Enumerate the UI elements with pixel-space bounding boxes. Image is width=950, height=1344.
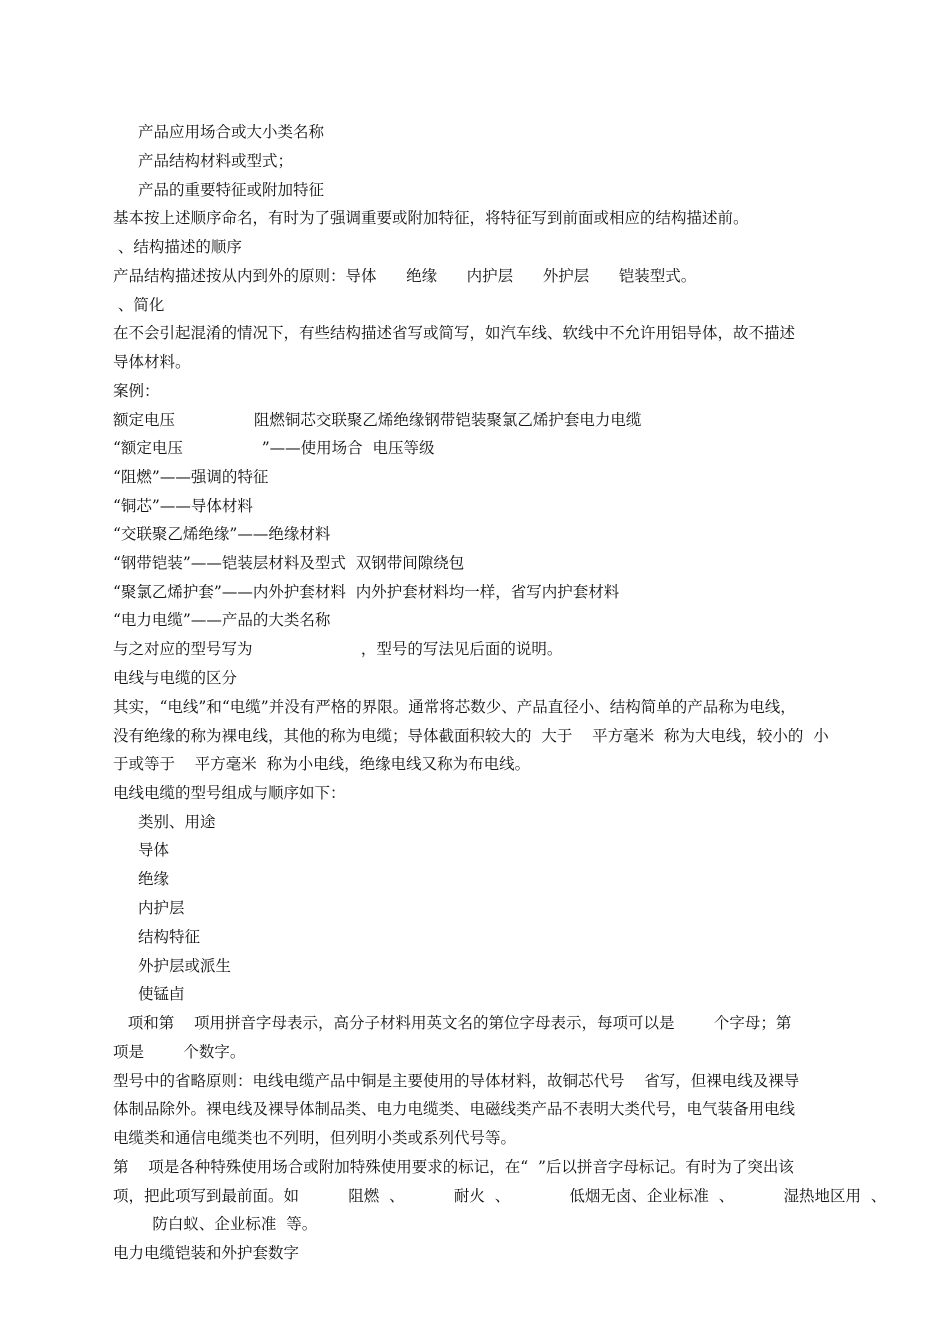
text-line: 电缆类和通信电缆类也不列明，但列明小类或系列代号等。 xyxy=(113,1129,517,1147)
text-line: 案例： xyxy=(113,382,160,400)
list-item: 结构特征 xyxy=(138,928,201,946)
text-line: 在不会引起混淆的情况下，有些结构描述省写或简写，如汽车线、软线中不允许用铝导体，故不描述 xyxy=(113,324,796,342)
text-line: 型号中的省略原则：电线电缆产品中铜是主要使用的导体材料，故铜芯代号 省写，但裸电线及裸导 xyxy=(113,1072,800,1090)
text-line: “电力电缆”——产品的大类名称 xyxy=(113,611,331,629)
list-item: 使锰卣 xyxy=(138,985,185,1003)
text-line: 产品应用场合或大小类名称 xyxy=(138,123,325,141)
section-heading: 电力电缆铠装和外护套数字 xyxy=(113,1244,300,1262)
text-line: 额定电压 阻燃铜芯交联聚乙烯绝缘钢带铠装聚氯乙烯护套电力电缆 xyxy=(113,411,642,429)
list-item: 类别、用途 xyxy=(138,813,216,831)
text-line: “交联聚乙烯绝缘”——绝缘材料 xyxy=(113,525,331,543)
section-heading: 、结构描述的顺序 xyxy=(113,238,242,256)
text-line: 项是 个数字。 xyxy=(113,1043,246,1061)
text-line: 导体材料。 xyxy=(113,353,191,371)
text-line: 没有绝缘的称为裸电线，其他的称为电缆；导体截面积较大的 大于 平方毫米 称为大电线，较小的 小 xyxy=(113,727,829,745)
text-line: 防白蚁、企业标准 等。 xyxy=(113,1215,318,1233)
text-line: 体制品除外。裸电线及裸导体制品类、电力电缆类、电磁线类产品不表明大类代号，电气装备用电线 xyxy=(113,1100,796,1118)
text-line: 产品的重要特征或附加特征 xyxy=(138,181,325,199)
section-heading: 、简化 xyxy=(113,296,165,314)
text-line: 与之对应的型号写为 ，型号的写法见后面的说明。 xyxy=(113,640,563,658)
text-line: “聚氯乙烯护套”——内外护套材料 内外护套材料均一样，省写内护套材料 xyxy=(113,583,620,601)
text-line: “铜芯”——导体材料 xyxy=(113,497,253,515)
text-line: 产品结构描述按从内到外的原则：导体 绝缘 内护层 外护层 铠装型式。 xyxy=(113,267,697,285)
text-line: 基本按上述顺序命名，有时为了强调重要或附加特征，将特征写到前面或相应的结构描述前。 xyxy=(113,209,749,227)
section-heading: 电线与电缆的区分 xyxy=(113,669,238,687)
text-line: “额定电压 ”——使用场合 电压等级 xyxy=(113,439,435,457)
text-line: “阻燃”——强调的特征 xyxy=(113,468,269,486)
text-line: 产品结构材料或型式； xyxy=(138,152,294,170)
text-line: 于或等于 平方毫米 称为小电线，绝缘电线又称为布电线。 xyxy=(113,755,531,773)
text-line: 项，把此项写到最前面。如 阻燃 、 耐火 、 低烟无卤、企业标准 、 湿热地区用 、 xyxy=(113,1187,887,1205)
list-item: 内护层 xyxy=(138,899,185,917)
text-line: 其实，“电线”和“电缆”并没有严格的界限。通常将芯数少、产品直径小、结构简单的产品称为电线， xyxy=(113,698,796,716)
list-item: 导体 xyxy=(138,841,170,859)
section-heading: 电线电缆的型号组成与顺序如下： xyxy=(113,784,346,802)
list-item: 绝缘 xyxy=(138,870,170,888)
text-line: “钢带铠装”——铠装层材料及型式 双钢带间隙绕包 xyxy=(113,554,465,572)
text-line: 项和第 项用拼音字母表示，高分子材料用英文名的第位字母表示，每项可以是 个字母；第 xyxy=(113,1014,792,1032)
text-line: 第 项是各种特殊使用场合或附加特殊使用要求的标记，在“ ”后以拼音字母标记。有时为了突出该 xyxy=(113,1158,794,1176)
list-item: 外护层或派生 xyxy=(138,957,232,975)
